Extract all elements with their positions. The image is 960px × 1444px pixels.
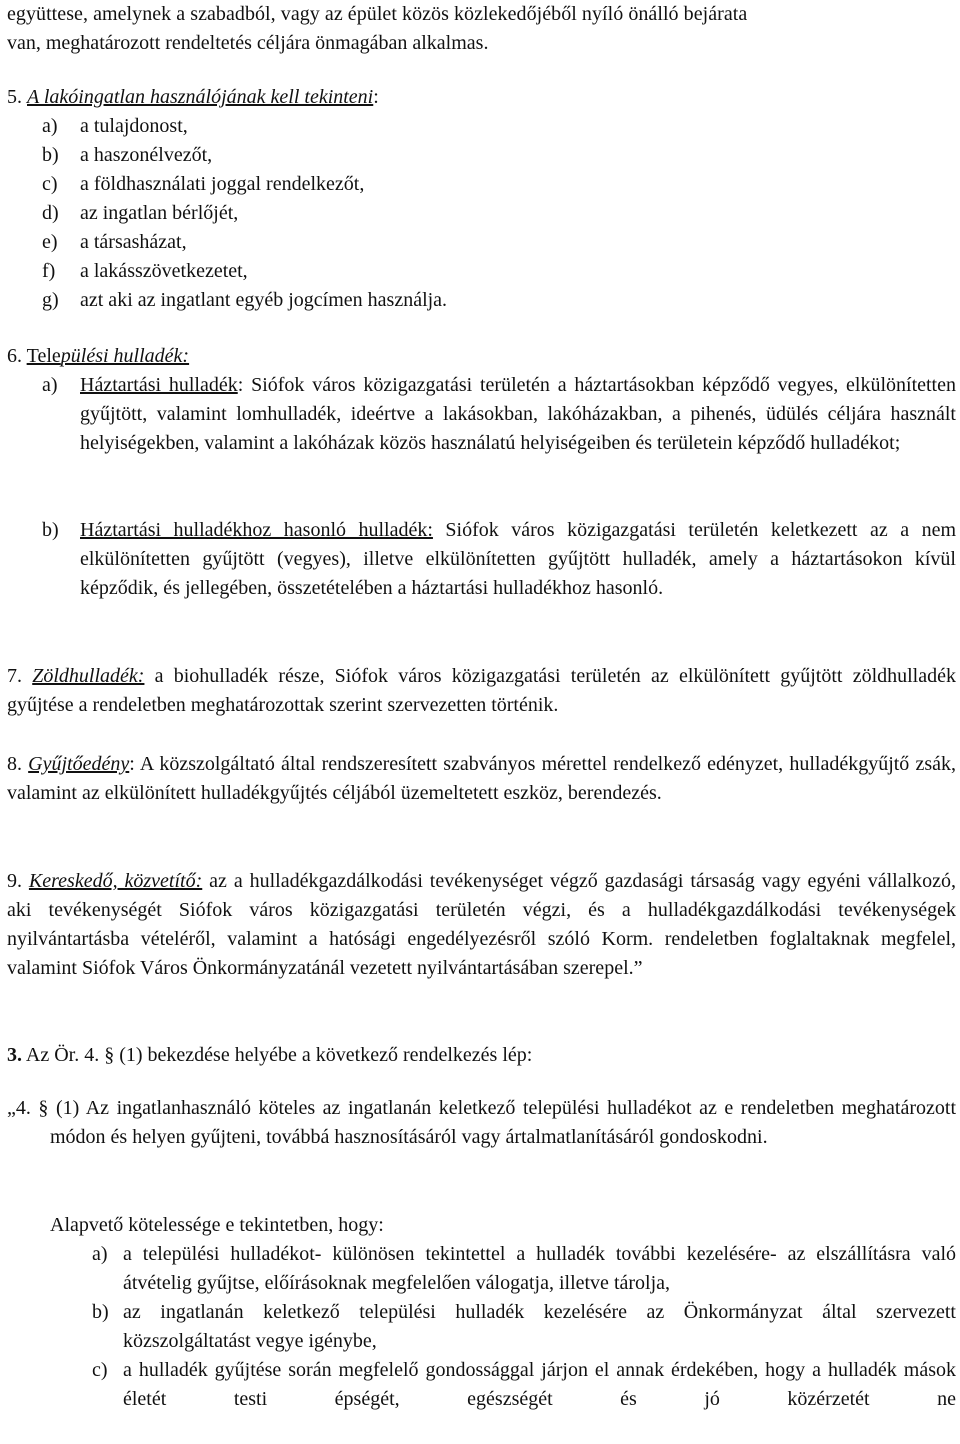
item-body: a biohulladék része, Siófok város közigazgatási területén az elkülönített gyűjtött zöldhulladék gyűjtése a rendeletben meghatározottak szerint szervezetten történik.	[7, 665, 956, 716]
section-number: 3.	[7, 1044, 22, 1066]
item-6a	[42, 371, 956, 458]
para-body: Az ingatlanhasználó köteles az ingatlanán keletkező települési hulladékot az e rendeletben meghatározott módon és helyen gyűjteni, továbbá hasznosításáról vagy ártalmatlanításáról gondoskodni.	[50, 1097, 957, 1148]
list-text: a haszonélvezőt,	[80, 144, 213, 166]
section-3	[7, 1041, 956, 1070]
item-5-list	[42, 112, 542, 315]
list-label: a)	[42, 115, 58, 137]
item-term: Gyűjtőedény	[28, 753, 130, 775]
intro-line: együttese, amelynek a szabadból, vagy az épület közös közlekedőjéből nyíló önálló bejárata	[7, 3, 748, 25]
para-4-body	[7, 1094, 956, 1152]
list-item	[42, 286, 542, 315]
list-label: c)	[92, 1359, 108, 1381]
sub-text	[80, 371, 956, 458]
list-item	[42, 228, 542, 257]
duties-intro: Alapvető kötelessége e tekintetben, hogy:	[50, 1214, 384, 1236]
item-number: 8.	[7, 753, 22, 775]
item-7	[7, 662, 956, 720]
para-4	[7, 1094, 956, 1152]
sub-body: Siófok város közigazgatási területén keletkezett az a nem elkülönítetten gyűjtött (vegyes), illetve elkülönítetten gyűjtött hulladék, amely a háztartásokon kívül képződik, és jellegében, összetételében a háztartási hulladékhoz hasonló.	[80, 519, 957, 599]
item-6b	[42, 516, 956, 603]
item-term: A lakóingatlan használójának kell tekinteni	[27, 86, 374, 108]
list-label: c)	[42, 173, 58, 195]
list-item	[92, 1240, 956, 1298]
list-text: az ingatlan bérlőjét,	[80, 202, 239, 224]
sub-label: a)	[42, 374, 58, 396]
item-9	[7, 867, 956, 983]
list-text: a hulladék gyűjtése során megfelelő gondossággal járjon el annak érdekében, hogy a hulladék mások életét testi épségét, egészségét és jó közérzetét ne	[123, 1359, 956, 1410]
item-number: 9.	[7, 870, 22, 892]
item-term-plain: Tele	[26, 345, 61, 367]
list-label: f)	[42, 260, 56, 282]
list-text: a lakásszövetkezetet,	[80, 260, 248, 282]
item-5-heading	[7, 83, 956, 112]
list-item	[92, 1298, 956, 1356]
item-term-italic: pülési hulladék:	[60, 345, 190, 367]
sub-term: Háztartási hulladék	[80, 374, 238, 396]
list-text: a társasházat,	[80, 231, 187, 253]
item-8	[7, 750, 956, 808]
sub-label: b)	[42, 519, 59, 541]
item-term: Zöldhulladék:	[32, 665, 145, 687]
list-item	[42, 141, 542, 170]
list-label: g)	[42, 289, 59, 311]
duties-list	[92, 1240, 956, 1414]
list-text: azt aki az ingatlant egyéb jogcímen használja.	[80, 289, 448, 311]
item-body: : A közszolgáltató által rendszeresített szabványos mérettel rendelkező edényzet, hulladékgyűjtő zsák, valamint az elkülönített hulladékgyűjtés céljából üzemeltetett eszköz, berendezés.	[7, 753, 956, 804]
list-label: e)	[42, 231, 58, 253]
intro-line: van, meghatározott rendeltetés céljára önmagában alkalmas.	[7, 32, 489, 54]
item-number: 5.	[7, 86, 22, 108]
para-4-text	[7, 1094, 957, 1152]
item-number: 6.	[7, 345, 22, 367]
list-label: d)	[42, 202, 59, 224]
list-label: b)	[92, 1301, 109, 1323]
list-item	[42, 112, 542, 141]
list-label: a)	[92, 1243, 108, 1265]
item-6-heading	[7, 342, 956, 371]
intro-paragraph	[7, 0, 956, 58]
list-text: a földhasználati joggal rendelkezőt,	[80, 173, 365, 195]
section-text: Az Ör. 4. § (1) bekezdése helyébe a következő rendelkezés lép:	[22, 1044, 533, 1066]
list-item	[42, 257, 542, 286]
sub-term: Háztartási hulladékhoz hasonló hulladék:	[80, 519, 433, 541]
item-body: az a hulladékgazdálkodási tevékenységet végző gazdasági társaság vagy egyéni vállalkozó, aki tevékenységét Siófok város közigazgatási területén végzi, és a hulladékgazdálkodási tevékenységek nyilvántartásba vételéről, valamint a hatósági engedélyezésről szóló Korm. rendeletben foglaltaknak megfelel, valamint Siófok Város Önkormányzatánál vezetett nyilvántartásában szerepel.”	[7, 870, 957, 979]
list-text: a települési hulladékot- különösen tekintettel a hulladék további kezelésére- az elszállításra való átvételig gyűjtse, előírásoknak megfelelően válogatja, illetve tárolja,	[123, 1243, 956, 1294]
list-item	[42, 170, 542, 199]
item-colon: :	[373, 86, 379, 108]
list-text: a tulajdonost,	[80, 115, 188, 137]
list-label: b)	[42, 144, 59, 166]
sub-body: : Siófok város közigazgatási területén a háztartásokban képződő vegyes, elkülönítetten gyűjtött, valamint lomhulladék, ideértve a lakásokban, lakóházakban, a pihenés, üdülés céljára használt helyiségekben, valamint a lakóházak közös használatú helyiségeiben és területein képződő hulladékot;	[80, 374, 956, 454]
sub-text	[80, 516, 956, 603]
list-text: az ingatlanán keletkező települési hulladék kezelésére az Önkormányzat által szervezett közszolgáltatást vegye igénybe,	[123, 1301, 956, 1352]
item-term: Kereskedő, közvetítő:	[28, 870, 203, 892]
para-prefix: „4. § (1)	[7, 1097, 80, 1119]
item-number: 7.	[7, 665, 22, 687]
list-item	[42, 199, 542, 228]
list-item	[92, 1356, 956, 1414]
